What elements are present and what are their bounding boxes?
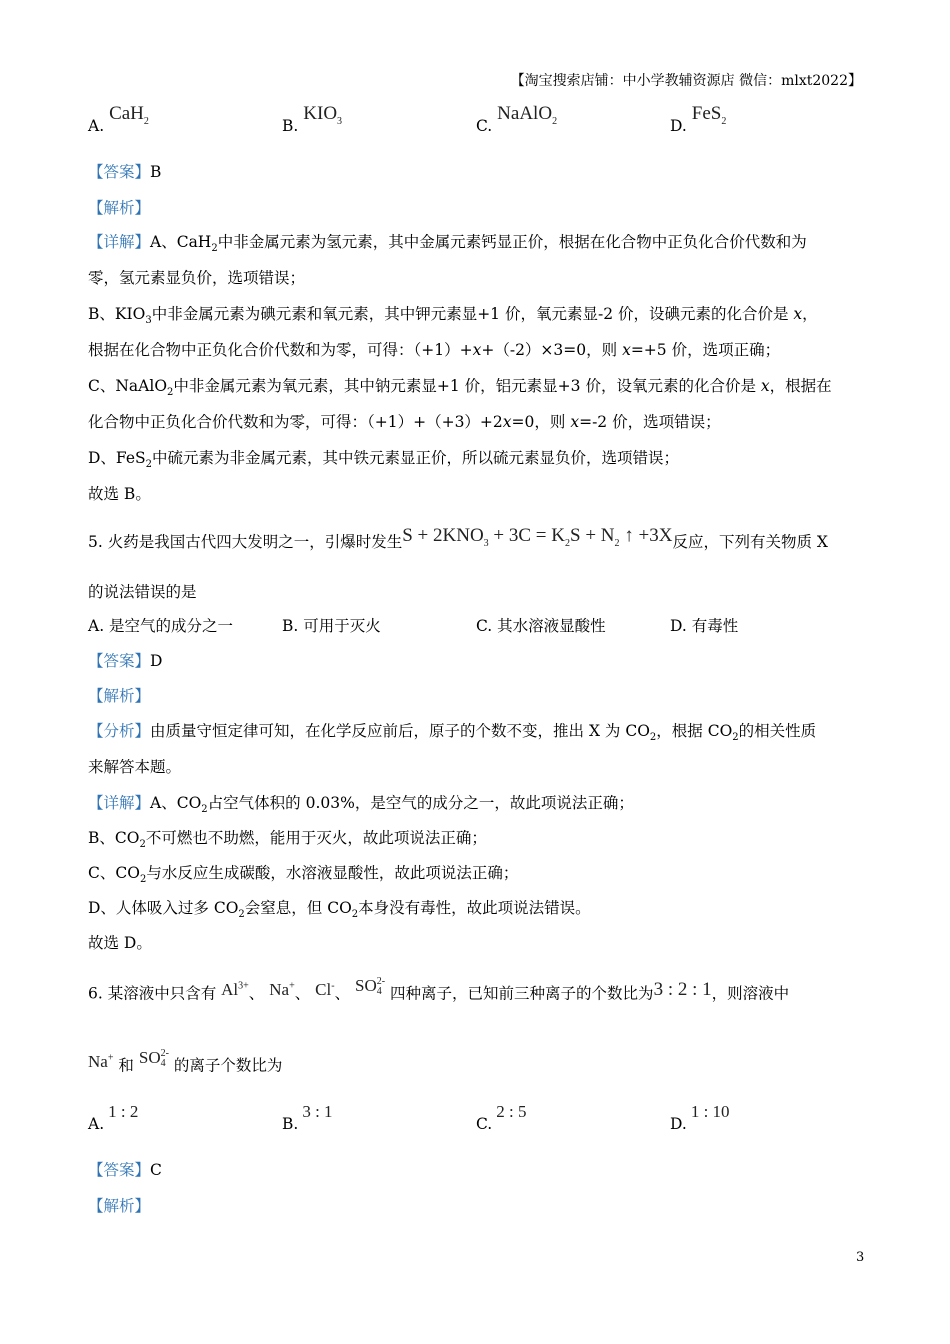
formula: FeS$_2$	[691, 103, 727, 127]
q6-stem-line-2: Na+ 和 SO 2- 4 的离子个数比为	[88, 1047, 283, 1075]
q6-option-c: C.2 : 5	[476, 1102, 527, 1133]
ion-al: $Al^{3+}$	[221, 979, 249, 999]
q5-option-d: D. 有毒性	[670, 617, 739, 635]
q5-option-c: C. 其水溶液显酸性	[476, 617, 606, 635]
q4-detail-line-6: 化合物中正负化合价代数和为零，可得：（+1）+（+3）+2x=0，则 x=-2 价，选项错误；	[88, 413, 721, 431]
q5-option-a: A. 是空气的成分之一	[88, 617, 234, 635]
option-label: A.	[88, 117, 105, 135]
ion-so4: SO 2- 4	[138, 1047, 169, 1069]
page-header: 【淘宝搜索店铺：中小学教辅资源店 微信：mlxt2022】	[510, 73, 862, 89]
q4-detail-line-5: C、NaAlO$_2$中非金属元素为氧元素，其中钠元素显+1 价，铝元素显+3 价，设氧元素的化合价是 x，根据在	[88, 377, 832, 399]
option-label: C.	[476, 117, 493, 135]
q4-analysis-tag: 【解析】	[88, 199, 151, 217]
ion-na: Na+	[88, 1051, 114, 1071]
reaction-equation: $S + 2KNO_3 + 3C = K_2S + N_2$ ↑ +3X	[402, 525, 673, 549]
q4-option-d	[670, 103, 727, 144]
q6-answer: 【答案】C	[88, 1161, 162, 1179]
q4-answer: 【答案】B	[88, 163, 162, 181]
formula: NaAlO$_2$	[497, 103, 558, 127]
q6-option-b: B.3 : 1	[282, 1102, 333, 1133]
q5-fenxi-line-2: 来解答本题。	[88, 758, 182, 776]
q4-detail-line-7: D、FeS$_2$中硫元素为非金属元素，其中铁元素显正价，所以硫元素显负价，选项错误；	[88, 449, 680, 471]
q4-option-b	[282, 103, 343, 144]
q4-option-a	[88, 103, 149, 144]
q5-detail-line-4: D、人体吸入过多 $CO_2$会窒息，但 $CO_2$本身没有毒性，故此项说法错误。	[88, 899, 591, 921]
q6-analysis-tag: 【解析】	[88, 1197, 151, 1215]
q5-detail-line-3: C、$CO_2$与水反应生成碳酸，水溶液显酸性，故此项说法正确；	[88, 864, 519, 886]
q5-answer: 【答案】D	[88, 652, 163, 670]
q4-detail-line-3: B、$KIO_3$中非金属元素为碘元素和氧元素，其中钾元素显+1 价，氧元素显-2 价，设碘元素的化合价是 x，	[88, 305, 818, 327]
option-label: B.	[282, 117, 299, 135]
q4-conclusion: 故选 B。	[88, 485, 151, 503]
q5-option-b: B. 可用于灭火	[282, 617, 381, 635]
formula: $KIO_3$	[303, 103, 343, 127]
formula: CaH$_2$	[109, 103, 149, 127]
q4-detail-line-1: 【详解】A、CaH$_2$中非金属元素为氢元素，其中金属元素钙显正价，根据在化合物中正负化合价代数和为	[88, 233, 807, 255]
ion-so4: SO 2- 4	[355, 975, 386, 997]
q5-conclusion: 故选 D。	[88, 934, 152, 952]
q4-option-c	[476, 103, 558, 144]
q5-analysis-tag: 【解析】	[88, 687, 151, 705]
q6-option-d: D.1 : 10	[670, 1102, 730, 1133]
ratio-value: 3 : 2 : 1	[653, 978, 712, 1000]
q4-detail-line-2: 零，氢元素显负价，选项错误；	[88, 269, 306, 287]
page-number: 3	[856, 1250, 865, 1265]
q4-detail-line-4: 根据在化合物中正负化合价代数和为零，可得：（+1）+x+（-2）×3=0，则 x=+5 价，选项正确；	[88, 341, 781, 359]
q5-detail-line-1: 【详解】A、$CO_2$占空气体积的 0.03%，是空气的成分之一，故此项说法正确；	[88, 794, 634, 816]
q5-fenxi-line-1: 【分析】由质量守恒定律可知，在化学反应前后，原子的个数不变，推出 X 为 $CO_2$，根据 $CO_2$的相关性质	[88, 722, 817, 744]
q6-stem-line-1: 6. 某溶液中只含有 $Al^{3+}$、 Na+、 Cl-、 SO 2- 4 四种离子，已知前三种离子的个数比为3 : 2 : 1，则溶液中	[88, 975, 790, 1003]
q6-option-a: A.1 : 2	[88, 1102, 139, 1133]
q5-detail-line-2: B、$CO_2$不可燃也不助燃，能用于灭火，故此项说法正确；	[88, 829, 487, 851]
ion-na: Na+	[269, 979, 295, 999]
q5-stem-line-1: 5. 火药是我国古代四大发明之一，引爆时发生$S + 2KNO_3 + 3C = K_2S + N_2$ ↑ +3X反应，下列有关物质 X	[88, 525, 828, 551]
ion-cl: Cl-	[315, 979, 335, 999]
q5-stem-line-2: 的说法错误的是	[88, 583, 197, 601]
option-label: D.	[670, 117, 687, 135]
